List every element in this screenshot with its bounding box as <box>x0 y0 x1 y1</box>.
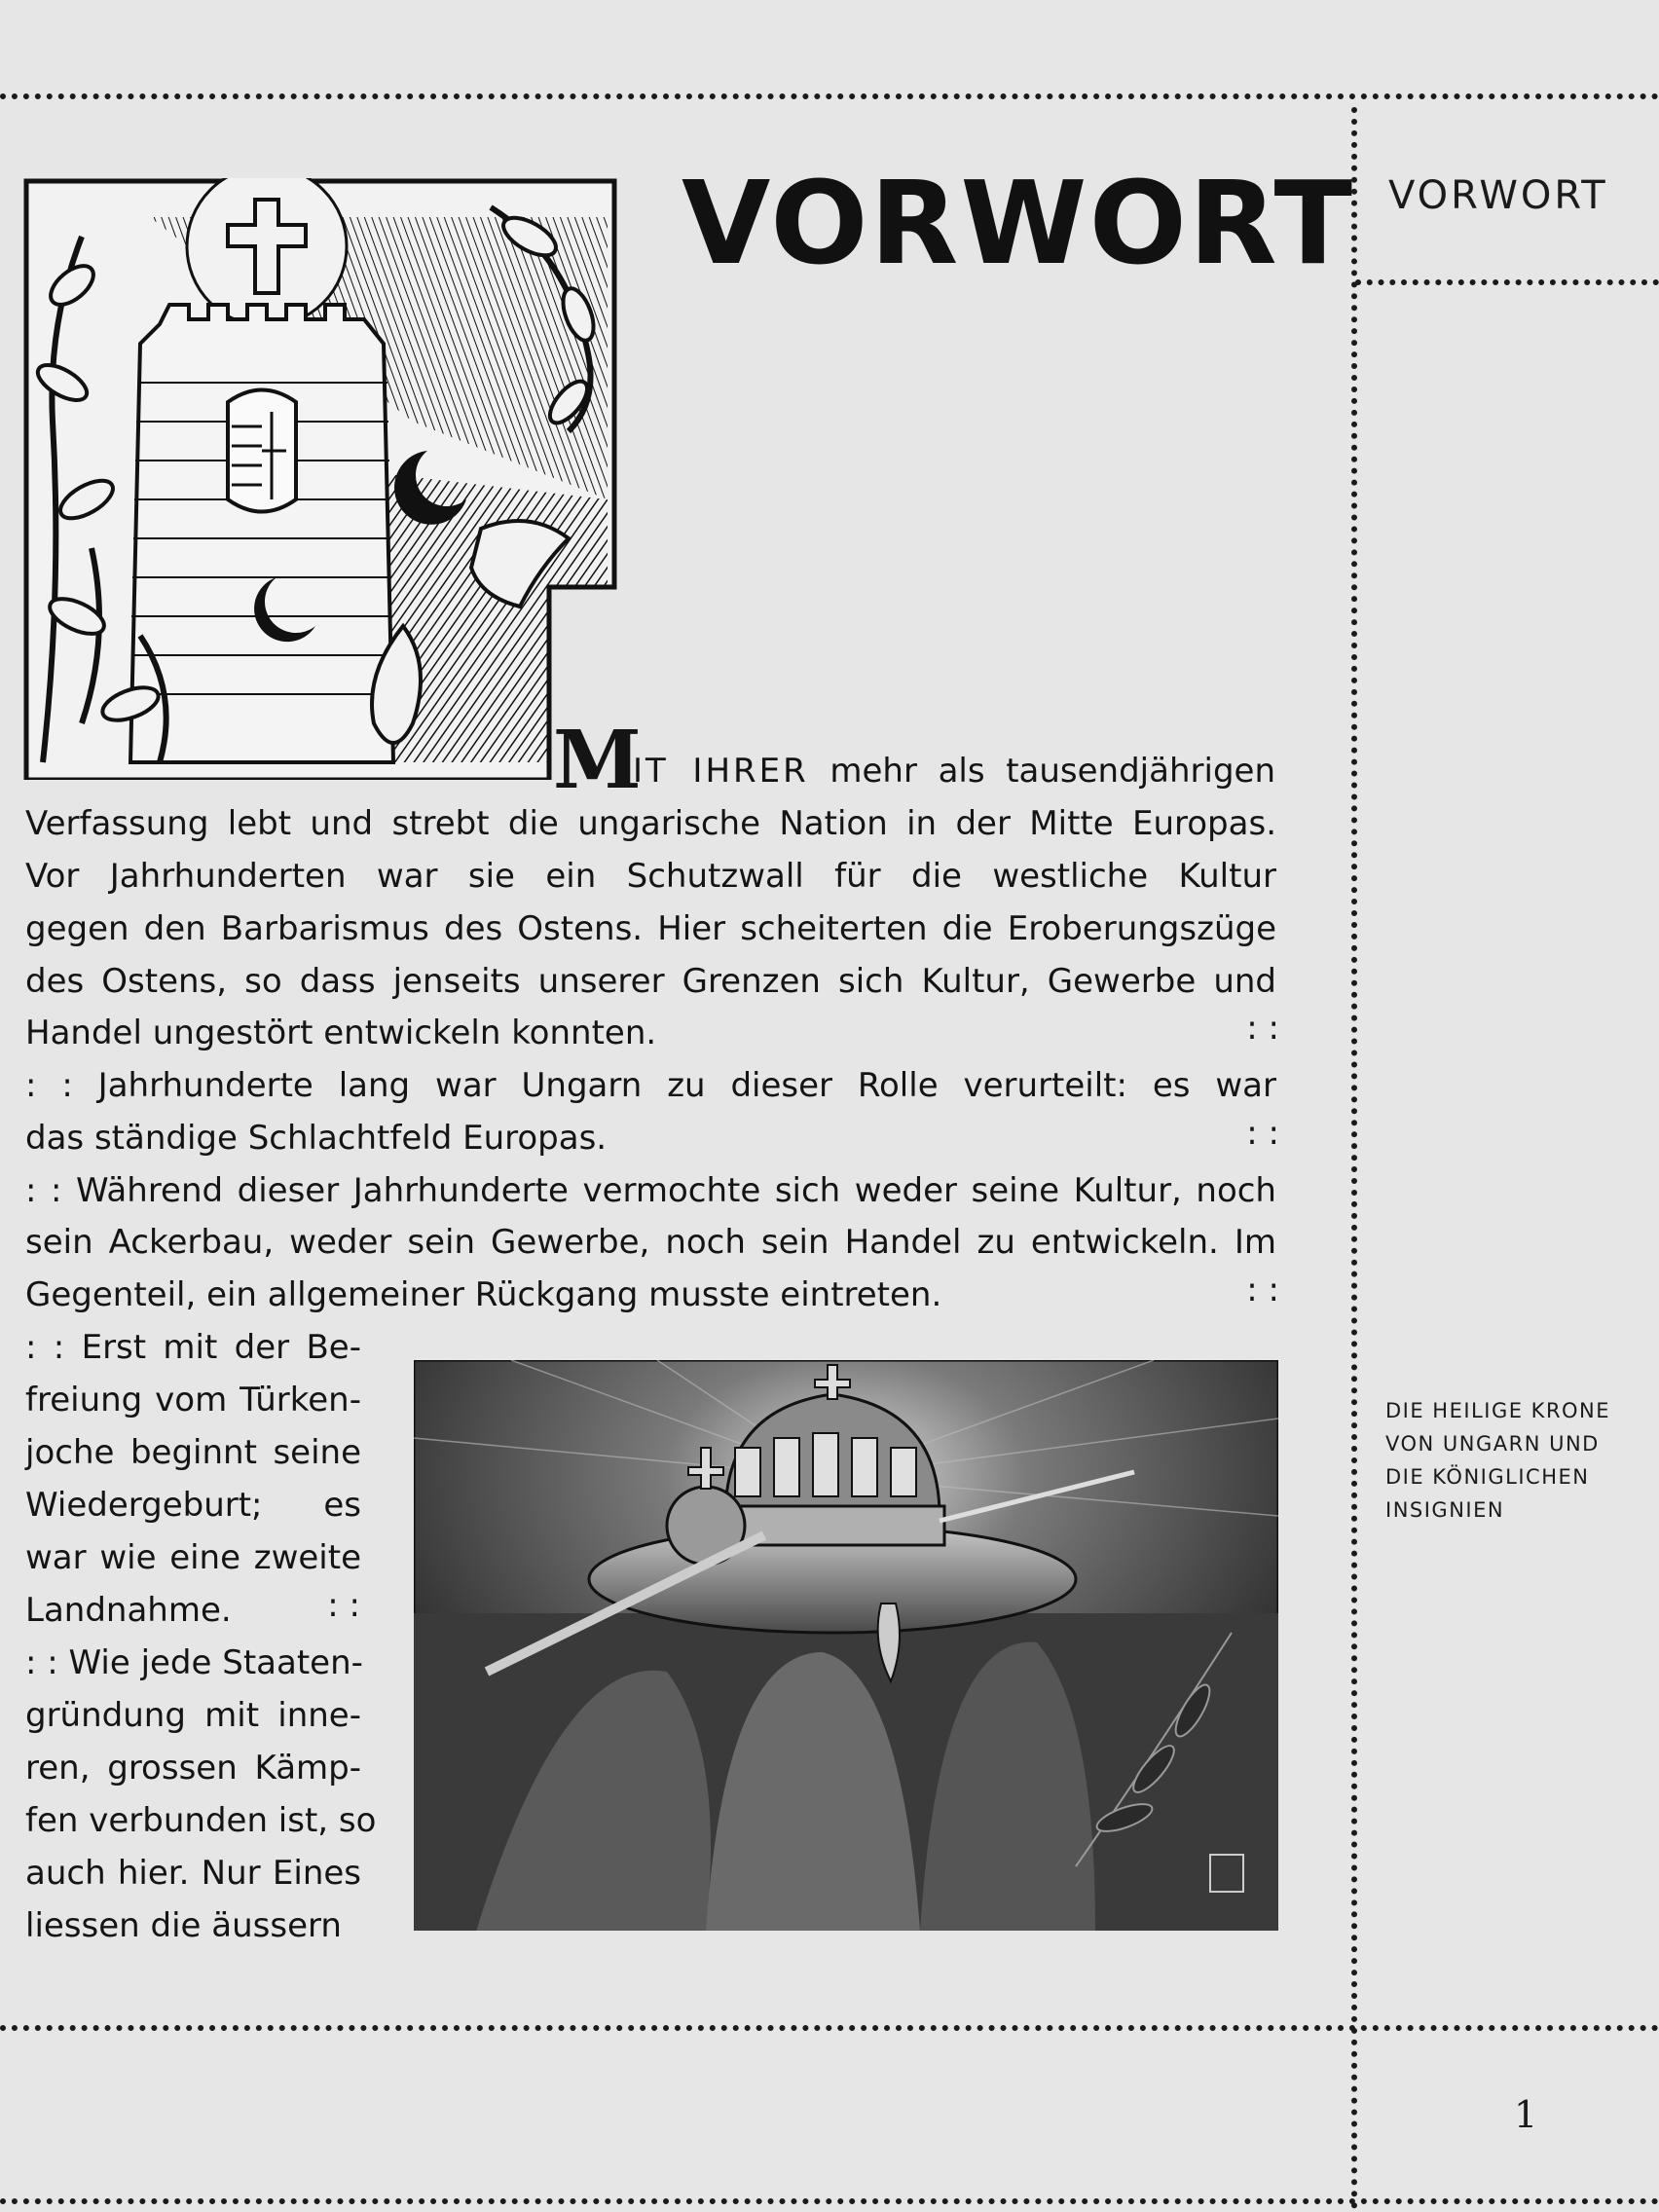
holy-crown-plate-illustration <box>414 1360 1278 1931</box>
paragraph-end-marker: : : <box>1246 1009 1279 1048</box>
column-divider-rule <box>1351 107 1357 2210</box>
caption-line: DIE KÖNIGLICHEN <box>1385 1465 1590 1489</box>
body-line: Verfassung lebt und strebt die ungarische Nation in der Mitte Europas. <box>25 804 1276 843</box>
body-line: Handel ungestört entwickeln konnten. <box>25 1014 657 1052</box>
caption-line: INSIGNIEN <box>1385 1498 1505 1522</box>
paragraph-end-marker: : : <box>1246 1114 1279 1153</box>
first-text-line <box>633 752 1275 791</box>
top-dotted-rule <box>0 93 1659 99</box>
side-header-dotted-rule <box>1355 279 1659 285</box>
body-line: Gegenteil, ein allgemeiner Rückgang musste eintreten. <box>25 1275 942 1314</box>
bottom-dotted-rule <box>0 2025 1659 2031</box>
column-line: gründung mit inne- <box>25 1696 361 1735</box>
paragraph-end-marker: : : <box>1246 1271 1279 1309</box>
body-line: sein Ackerbau, weder sein Gewerbe, noch sein Handel zu entwickeln. Im <box>25 1223 1276 1262</box>
column-line: Landnahme. <box>25 1591 232 1630</box>
column-line: fen verbunden ist, so <box>25 1801 377 1840</box>
body-line: des Ostens, so dass jenseits unserer Grenzen sich Kultur, Gewerbe und <box>25 962 1276 1001</box>
body-line: : : Jahrhunderte lang war Ungarn zu dieser Rolle verurteilt: es war <box>25 1066 1276 1105</box>
paragraph-end-marker: : : <box>327 1586 360 1625</box>
column-line: : : Wie jede Staaten- <box>25 1643 363 1682</box>
column-line: war wie eine zweite <box>25 1538 361 1577</box>
column-line: liessen die äussern <box>25 1906 342 1945</box>
page-number: 1 <box>1514 2093 1538 2136</box>
column-line: joche beginnt seine <box>25 1433 361 1472</box>
fortress-woodcut-illustration <box>23 178 617 780</box>
side-header-title: VORWORT <box>1388 173 1608 218</box>
drop-cap-letter: M <box>553 714 642 807</box>
caption-line: DIE HEILIGE KRONE <box>1385 1399 1611 1422</box>
column-line: Wiedergeburt; es <box>25 1486 361 1525</box>
page-title: VORWORT <box>682 156 1354 290</box>
caption-line: VON UNGARN UND <box>1385 1432 1600 1456</box>
body-line: : : Während dieser Jahrhunderte vermochte sich weder seine Kultur, noch <box>25 1171 1276 1210</box>
first-line-rest: mehr als tausendjährigen <box>830 752 1275 791</box>
column-line: auch hier. Nur Eines <box>25 1854 361 1893</box>
body-line: das ständige Schlachtfeld Europas. <box>25 1119 608 1158</box>
column-line: ren, grossen Kämp- <box>25 1749 361 1788</box>
body-line: Vor Jahrhunderten war sie ein Schutzwall für die westliche Kultur <box>25 857 1276 896</box>
first-line-smallcaps: IT IHRER <box>633 752 809 791</box>
column-line: : : Erst mit der Be- <box>25 1328 361 1367</box>
page-bottom-dotted-rule <box>0 2198 1659 2204</box>
column-line: freiung vom Türken- <box>25 1381 361 1419</box>
plate-caption <box>1385 1394 1648 1527</box>
body-line: gegen den Barbarismus des Ostens. Hier scheiterten die Eroberungszüge <box>25 909 1276 948</box>
